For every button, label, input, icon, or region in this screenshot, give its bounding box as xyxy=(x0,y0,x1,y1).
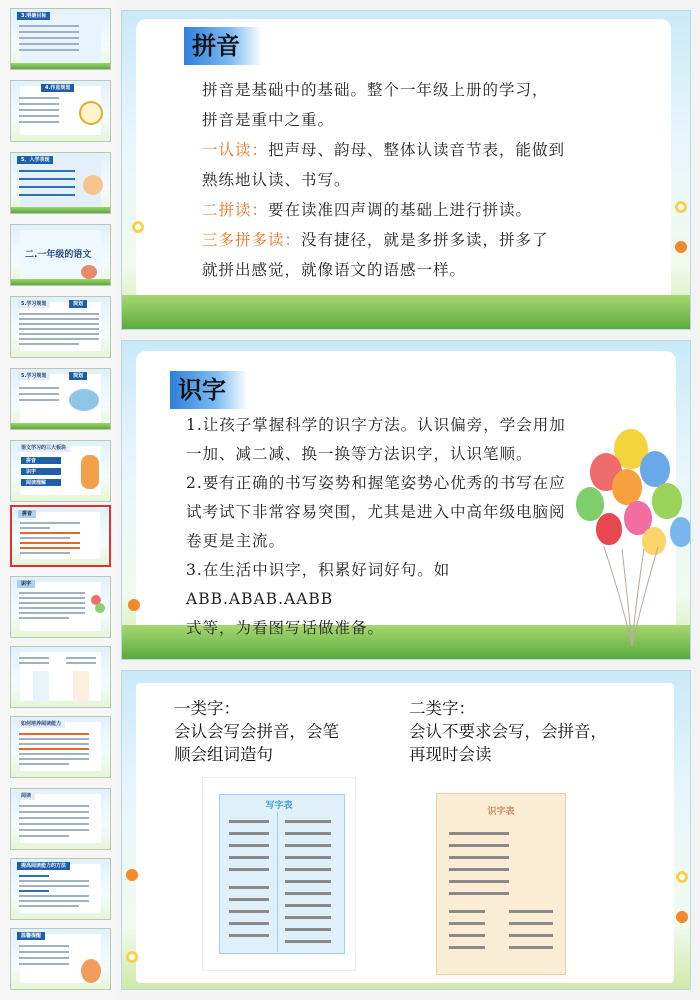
shizi-line: 1.让孩子掌握科学的识字方法。认识偏旁，学会用加 xyxy=(186,416,566,434)
thumb-title: 提高阅读能力的方法 xyxy=(17,862,70,870)
shizi-line: 卷更是主流。 xyxy=(186,532,286,550)
shizi-line: 2.要有正确的书写姿势和握笔姿势心优秀的书写在应 xyxy=(186,474,566,492)
shizi-line: 一加、减二减、换一换等方法识字，认识笔顺。 xyxy=(186,445,533,463)
slide-thumbnail-3[interactable] xyxy=(10,152,111,214)
slide-thumbnail-11[interactable] xyxy=(10,716,111,778)
item-text: 没有捷径，就是多拼多读，拼多了 xyxy=(301,231,549,249)
flower-icon xyxy=(675,201,687,213)
category-text: 会认会写会拼音，会笔 xyxy=(174,722,339,741)
thumb-title: 5、入学表现 xyxy=(17,156,53,164)
slide-thumbnail-2[interactable] xyxy=(10,80,111,142)
pinyin-intro: 拼音是重中之重。 xyxy=(202,111,335,129)
slide-thumbnail-5[interactable] xyxy=(10,296,111,358)
slide-thumbnail-6[interactable] xyxy=(10,368,111,430)
slide-title: 识字 xyxy=(170,371,248,409)
pinyin-item-1 xyxy=(202,135,642,165)
flower-icon xyxy=(676,911,688,923)
category-text: 顺会组词造句 xyxy=(174,745,273,764)
item-label: 三多拼多读： xyxy=(202,231,302,249)
item-label: 一认读： xyxy=(202,141,269,159)
slide-thumbnail-10[interactable] xyxy=(10,646,111,708)
thumb-title: 二.一年级的语文 xyxy=(25,250,92,260)
flower-icon xyxy=(675,241,687,253)
thumb-item: 识字 xyxy=(26,469,37,475)
thumb-item: 阅读理解 xyxy=(26,480,47,486)
writing-table-image xyxy=(202,777,356,971)
thumb-title: 3.明确目标 xyxy=(17,12,50,20)
sheet-rows xyxy=(225,814,345,954)
slide-character-types xyxy=(121,670,691,990)
thumb-item: 拼音 xyxy=(26,458,37,464)
thumb-title: 5.学习规划 xyxy=(17,300,50,308)
clock-icon xyxy=(79,101,103,125)
worksheet-image xyxy=(73,671,89,701)
student-illustration xyxy=(81,455,99,489)
children-illustration xyxy=(81,265,97,279)
pinyin-item-3 xyxy=(202,225,642,255)
slide-thumbnail-12[interactable] xyxy=(10,788,111,850)
sheet-title: 识字表 xyxy=(487,807,515,817)
thumb-title: 阅读 xyxy=(17,792,35,800)
shizi-line: 试考试下非常容易突围，尤其是进入中高年级电脑阅 xyxy=(186,503,566,521)
item-text: 熟练地认读、书写。 xyxy=(202,171,351,189)
thumb-title: 语文学习的三大板块 xyxy=(17,444,70,452)
category-text: 会认不要求会写，会拼音， xyxy=(409,722,607,741)
sheet-rows xyxy=(445,826,561,966)
category-text: 再现时会读 xyxy=(409,745,492,764)
slide-thumbnail-13[interactable] xyxy=(10,858,111,920)
item-label: 二拼读： xyxy=(202,201,269,219)
category-two xyxy=(409,697,639,766)
thumb-title: 4.作息规划 xyxy=(41,84,74,92)
slide-thumbnail-7[interactable] xyxy=(10,440,111,502)
slide-title: 拼音 xyxy=(184,27,262,65)
slide-thumbnail-8[interactable] xyxy=(10,505,111,567)
shizi-line: 3.在生活中识字，积累好词好句。如ABB.ABAB.AABB xyxy=(186,561,451,608)
flower-icon xyxy=(132,221,144,233)
pinyin-intro: 拼音是基础中的基础。整个一年级上册的学习， xyxy=(202,81,549,99)
flower-icon xyxy=(126,869,138,881)
child-illustration xyxy=(81,959,101,983)
shizi-body xyxy=(186,411,596,643)
flower-icon xyxy=(128,599,140,611)
shizi-line: 式等，为看图写话做准备。 xyxy=(186,619,385,637)
thumb-title: 5.学习规划 xyxy=(17,372,50,380)
category-title: 二类字： xyxy=(409,699,475,718)
thumb-title: 识字 xyxy=(17,580,35,588)
thumbs-up-icon xyxy=(83,175,103,195)
item-text: 要在读准四声调的基础上进行拼读。 xyxy=(268,201,533,219)
pinyin-body xyxy=(202,75,642,285)
kids-reading-illustration xyxy=(69,389,99,411)
flower-icon xyxy=(676,871,688,883)
thumb-title: 温馨提醒 xyxy=(17,932,45,940)
slide-thumbnail-4[interactable] xyxy=(10,224,111,286)
pinyin-item-2 xyxy=(202,195,642,225)
thumb-title: 拼音 xyxy=(18,510,36,518)
category-title: 一类字： xyxy=(174,699,240,718)
thumb-title: 如何培养阅读能力 xyxy=(17,720,65,728)
balloon-strings xyxy=(592,541,672,651)
category-one xyxy=(174,697,374,766)
item-text: 就拼出感觉，就像语文的语感一样。 xyxy=(202,261,467,279)
slide-thumbnail-14[interactable] xyxy=(10,928,111,990)
thumb-badge: 规划 xyxy=(69,300,87,308)
slide-thumbnail-rail xyxy=(0,0,116,1000)
slide-shizi xyxy=(121,340,691,660)
worksheet-image xyxy=(33,671,49,701)
item-text: 把声母、韵母、整体认读音节表，能做到 xyxy=(268,141,566,159)
thumb-badge: 规划 xyxy=(69,372,87,380)
reading-table-image xyxy=(436,793,566,975)
sheet-title: 写字表 xyxy=(265,801,293,811)
flower-icon xyxy=(126,951,138,963)
slide-thumbnail-1[interactable] xyxy=(10,8,111,70)
slide-pinyin xyxy=(121,10,691,330)
slide-thumbnail-9[interactable] xyxy=(10,576,111,638)
